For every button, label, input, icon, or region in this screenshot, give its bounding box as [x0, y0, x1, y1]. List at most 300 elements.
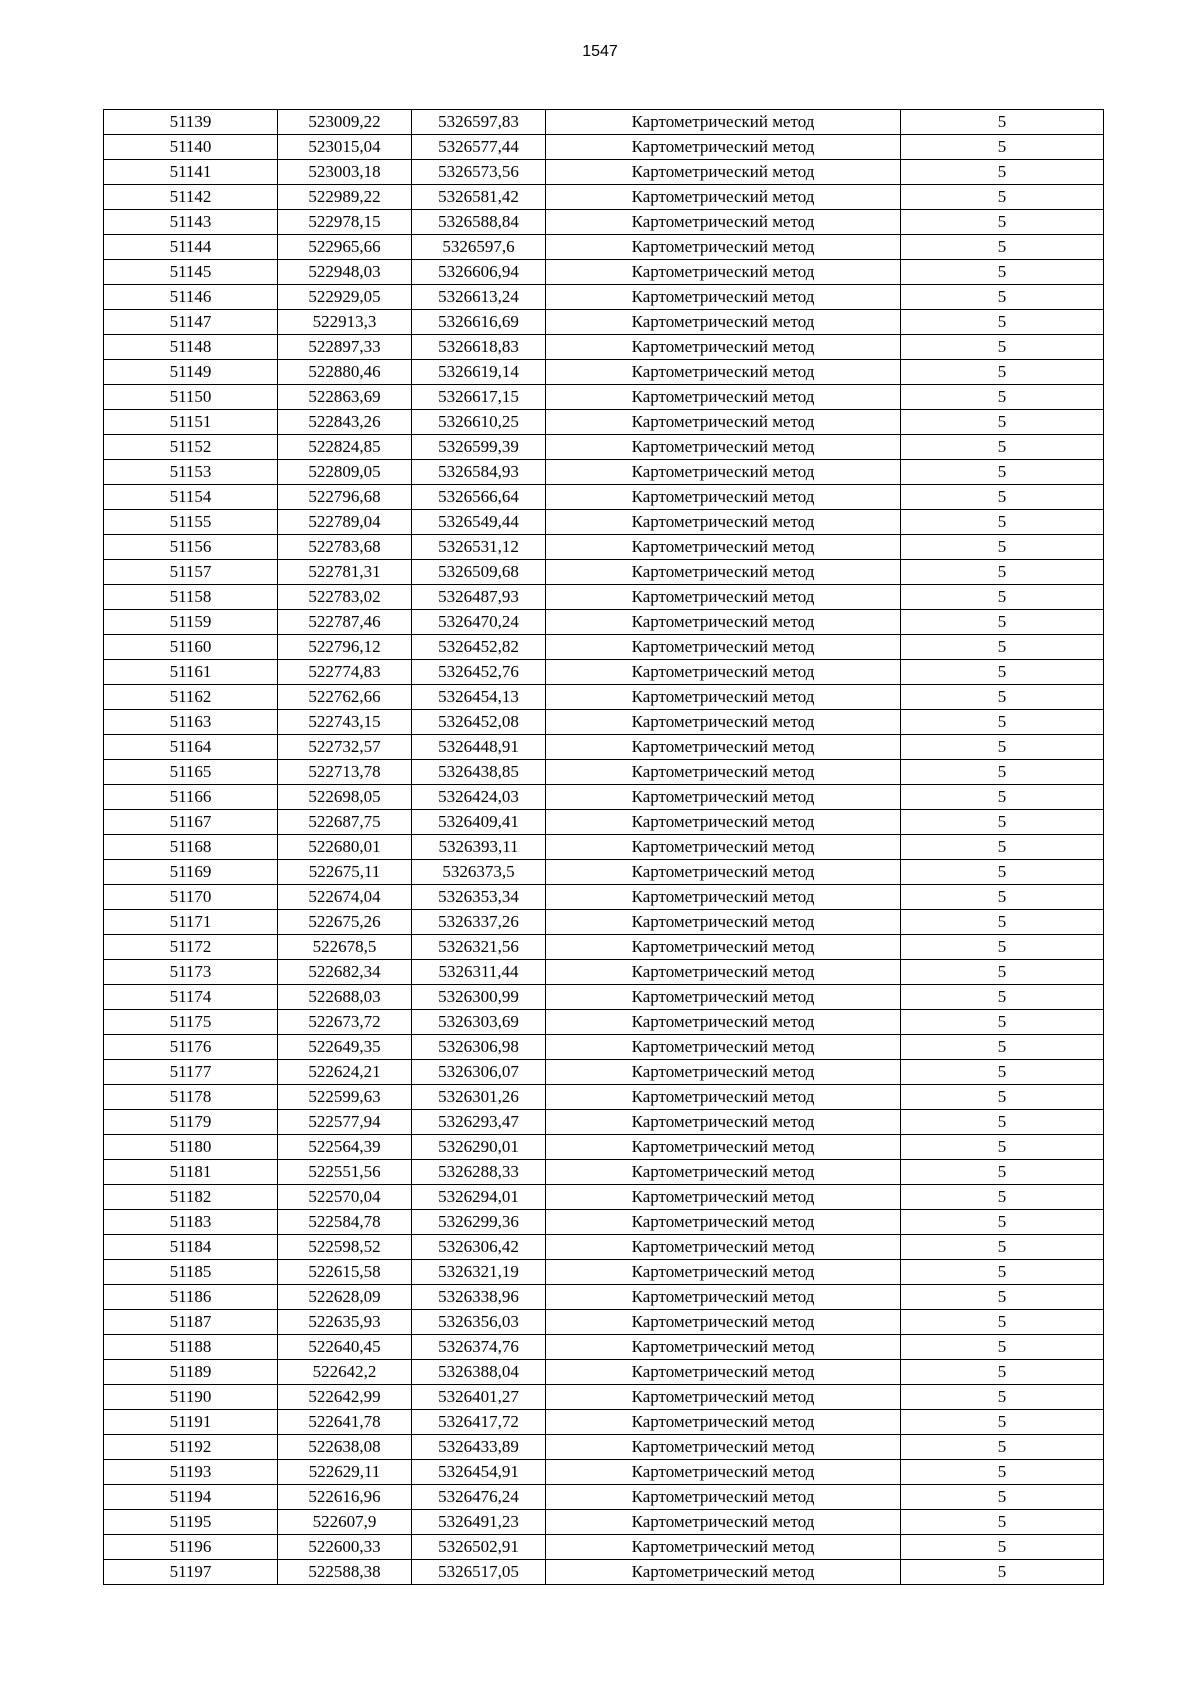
- x-coordinate-cell: 522913,3: [278, 310, 412, 335]
- table-row: [104, 1110, 1104, 1135]
- accuracy-cell: 5: [901, 485, 1104, 510]
- point-number-cell: 51178: [104, 1085, 278, 1110]
- y-coordinate-cell: 5326531,12: [412, 535, 546, 560]
- method-cell: Картометрический метод: [546, 1260, 901, 1285]
- table-row: [104, 1060, 1104, 1085]
- point-number-cell: 51189: [104, 1360, 278, 1385]
- x-coordinate-cell: 522551,56: [278, 1160, 412, 1185]
- point-number-cell: 51163: [104, 710, 278, 735]
- coordinates-table: [103, 109, 1104, 1585]
- x-coordinate-cell: 522843,26: [278, 410, 412, 435]
- accuracy-cell: 5: [901, 1335, 1104, 1360]
- y-coordinate-cell: 5326487,93: [412, 585, 546, 610]
- accuracy-cell: 5: [901, 310, 1104, 335]
- method-cell: Картометрический метод: [546, 560, 901, 585]
- accuracy-cell: 5: [901, 235, 1104, 260]
- table-row: [104, 185, 1104, 210]
- x-coordinate-cell: 522564,39: [278, 1135, 412, 1160]
- method-cell: Картометрический метод: [546, 1035, 901, 1060]
- y-coordinate-cell: 5326470,24: [412, 610, 546, 635]
- method-cell: Картометрический метод: [546, 710, 901, 735]
- method-cell: Картометрический метод: [546, 985, 901, 1010]
- x-coordinate-cell: 522615,58: [278, 1260, 412, 1285]
- y-coordinate-cell: 5326301,26: [412, 1085, 546, 1110]
- x-coordinate-cell: 522732,57: [278, 735, 412, 760]
- table-row: [104, 1485, 1104, 1510]
- method-cell: Картометрический метод: [546, 1410, 901, 1435]
- y-coordinate-cell: 5326476,24: [412, 1485, 546, 1510]
- x-coordinate-cell: 522673,72: [278, 1010, 412, 1035]
- y-coordinate-cell: 5326606,94: [412, 260, 546, 285]
- x-coordinate-cell: 522674,04: [278, 885, 412, 910]
- accuracy-cell: 5: [901, 385, 1104, 410]
- point-number-cell: 51147: [104, 310, 278, 335]
- y-coordinate-cell: 5326452,82: [412, 635, 546, 660]
- table-row: [104, 710, 1104, 735]
- x-coordinate-cell: 522642,99: [278, 1385, 412, 1410]
- point-number-cell: 51187: [104, 1310, 278, 1335]
- accuracy-cell: 5: [901, 685, 1104, 710]
- x-coordinate-cell: 522796,68: [278, 485, 412, 510]
- accuracy-cell: 5: [901, 1510, 1104, 1535]
- accuracy-cell: 5: [901, 435, 1104, 460]
- method-cell: Картометрический метод: [546, 1160, 901, 1185]
- y-coordinate-cell: 5326588,84: [412, 210, 546, 235]
- method-cell: Картометрический метод: [546, 485, 901, 510]
- table-row: [104, 935, 1104, 960]
- y-coordinate-cell: 5326321,56: [412, 935, 546, 960]
- accuracy-cell: 5: [901, 285, 1104, 310]
- x-coordinate-cell: 522600,33: [278, 1535, 412, 1560]
- y-coordinate-cell: 5326577,44: [412, 135, 546, 160]
- accuracy-cell: 5: [901, 710, 1104, 735]
- table-row: [104, 285, 1104, 310]
- accuracy-cell: 5: [901, 835, 1104, 860]
- accuracy-cell: 5: [901, 1535, 1104, 1560]
- point-number-cell: 51152: [104, 435, 278, 460]
- method-cell: Картометрический метод: [546, 1460, 901, 1485]
- accuracy-cell: 5: [901, 360, 1104, 385]
- accuracy-cell: 5: [901, 1060, 1104, 1085]
- method-cell: Картометрический метод: [546, 135, 901, 160]
- x-coordinate-cell: 522809,05: [278, 460, 412, 485]
- accuracy-cell: 5: [901, 135, 1104, 160]
- y-coordinate-cell: 5326388,04: [412, 1360, 546, 1385]
- table-row: [104, 860, 1104, 885]
- x-coordinate-cell: 522687,75: [278, 810, 412, 835]
- accuracy-cell: 5: [901, 1035, 1104, 1060]
- accuracy-cell: 5: [901, 335, 1104, 360]
- x-coordinate-cell: 522743,15: [278, 710, 412, 735]
- method-cell: Картометрический метод: [546, 535, 901, 560]
- x-coordinate-cell: 522570,04: [278, 1185, 412, 1210]
- y-coordinate-cell: 5326613,24: [412, 285, 546, 310]
- point-number-cell: 51149: [104, 360, 278, 385]
- table-row: [104, 1035, 1104, 1060]
- y-coordinate-cell: 5326549,44: [412, 510, 546, 535]
- method-cell: Картометрический метод: [546, 910, 901, 935]
- y-coordinate-cell: 5326337,26: [412, 910, 546, 935]
- accuracy-cell: 5: [901, 510, 1104, 535]
- method-cell: Картометрический метод: [546, 785, 901, 810]
- point-number-cell: 51173: [104, 960, 278, 985]
- y-coordinate-cell: 5326597,83: [412, 110, 546, 135]
- x-coordinate-cell: 522897,33: [278, 335, 412, 360]
- y-coordinate-cell: 5326433,89: [412, 1435, 546, 1460]
- point-number-cell: 51177: [104, 1060, 278, 1085]
- y-coordinate-cell: 5326303,69: [412, 1010, 546, 1035]
- x-coordinate-cell: 522989,22: [278, 185, 412, 210]
- y-coordinate-cell: 5326454,91: [412, 1460, 546, 1485]
- method-cell: Картометрический метод: [546, 1010, 901, 1035]
- method-cell: Картометрический метод: [546, 1560, 901, 1585]
- x-coordinate-cell: 522616,96: [278, 1485, 412, 1510]
- point-number-cell: 51180: [104, 1135, 278, 1160]
- y-coordinate-cell: 5326597,6: [412, 235, 546, 260]
- page-number: 1547: [582, 43, 618, 60]
- y-coordinate-cell: 5326573,56: [412, 160, 546, 185]
- accuracy-cell: 5: [901, 985, 1104, 1010]
- point-number-cell: 51140: [104, 135, 278, 160]
- method-cell: Картометрический метод: [546, 685, 901, 710]
- table-row: [104, 835, 1104, 860]
- point-number-cell: 51182: [104, 1185, 278, 1210]
- point-number-cell: 51168: [104, 835, 278, 860]
- method-cell: Картометрический метод: [546, 1485, 901, 1510]
- table-row: [104, 1135, 1104, 1160]
- y-coordinate-cell: 5326438,85: [412, 760, 546, 785]
- table-row: [104, 335, 1104, 360]
- x-coordinate-cell: 522624,21: [278, 1060, 412, 1085]
- x-coordinate-cell: 522781,31: [278, 560, 412, 585]
- x-coordinate-cell: 522796,12: [278, 635, 412, 660]
- table-row: [104, 1385, 1104, 1410]
- x-coordinate-cell: 522641,78: [278, 1410, 412, 1435]
- method-cell: Картометрический метод: [546, 1310, 901, 1335]
- method-cell: Картометрический метод: [546, 510, 901, 535]
- table-row: [104, 535, 1104, 560]
- point-number-cell: 51183: [104, 1210, 278, 1235]
- x-coordinate-cell: 522787,46: [278, 610, 412, 635]
- y-coordinate-cell: 5326401,27: [412, 1385, 546, 1410]
- table-row: [104, 1360, 1104, 1385]
- accuracy-cell: 5: [901, 1560, 1104, 1585]
- accuracy-cell: 5: [901, 1160, 1104, 1185]
- point-number-cell: 51144: [104, 235, 278, 260]
- point-number-cell: 51188: [104, 1335, 278, 1360]
- accuracy-cell: 5: [901, 610, 1104, 635]
- table-row: [104, 1535, 1104, 1560]
- x-coordinate-cell: 522824,85: [278, 435, 412, 460]
- x-coordinate-cell: 522789,04: [278, 510, 412, 535]
- x-coordinate-cell: 522635,93: [278, 1310, 412, 1335]
- method-cell: Картометрический метод: [546, 260, 901, 285]
- y-coordinate-cell: 5326452,08: [412, 710, 546, 735]
- accuracy-cell: 5: [901, 210, 1104, 235]
- y-coordinate-cell: 5326311,44: [412, 960, 546, 985]
- accuracy-cell: 5: [901, 1235, 1104, 1260]
- accuracy-cell: 5: [901, 560, 1104, 585]
- method-cell: Картометрический метод: [546, 610, 901, 635]
- accuracy-cell: 5: [901, 1210, 1104, 1235]
- y-coordinate-cell: 5326373,5: [412, 860, 546, 885]
- point-number-cell: 51154: [104, 485, 278, 510]
- point-number-cell: 51146: [104, 285, 278, 310]
- point-number-cell: 51197: [104, 1560, 278, 1585]
- point-number-cell: 51142: [104, 185, 278, 210]
- x-coordinate-cell: 522678,5: [278, 935, 412, 960]
- method-cell: Картометрический метод: [546, 1135, 901, 1160]
- accuracy-cell: 5: [901, 535, 1104, 560]
- point-number-cell: 51143: [104, 210, 278, 235]
- point-number-cell: 51169: [104, 860, 278, 885]
- y-coordinate-cell: 5326454,13: [412, 685, 546, 710]
- method-cell: Картометрический метод: [546, 1235, 901, 1260]
- point-number-cell: 51194: [104, 1485, 278, 1510]
- point-number-cell: 51185: [104, 1260, 278, 1285]
- x-coordinate-cell: 522675,26: [278, 910, 412, 935]
- table-row: [104, 360, 1104, 385]
- accuracy-cell: 5: [901, 1110, 1104, 1135]
- y-coordinate-cell: 5326424,03: [412, 785, 546, 810]
- x-coordinate-cell: 523003,18: [278, 160, 412, 185]
- point-number-cell: 51145: [104, 260, 278, 285]
- accuracy-cell: 5: [901, 410, 1104, 435]
- method-cell: Картометрический метод: [546, 1510, 901, 1535]
- x-coordinate-cell: 522628,09: [278, 1285, 412, 1310]
- point-number-cell: 51158: [104, 585, 278, 610]
- x-coordinate-cell: 522783,02: [278, 585, 412, 610]
- x-coordinate-cell: 523009,22: [278, 110, 412, 135]
- table-row: [104, 135, 1104, 160]
- point-number-cell: 51150: [104, 385, 278, 410]
- coordinates-table-body: [104, 110, 1104, 1585]
- accuracy-cell: 5: [901, 660, 1104, 685]
- y-coordinate-cell: 5326619,14: [412, 360, 546, 385]
- table-row: [104, 410, 1104, 435]
- x-coordinate-cell: 522682,34: [278, 960, 412, 985]
- method-cell: Картометрический метод: [546, 1535, 901, 1560]
- point-number-cell: 51174: [104, 985, 278, 1010]
- y-coordinate-cell: 5326581,42: [412, 185, 546, 210]
- table-row: [104, 685, 1104, 710]
- accuracy-cell: 5: [901, 160, 1104, 185]
- point-number-cell: 51161: [104, 660, 278, 685]
- point-number-cell: 51159: [104, 610, 278, 635]
- point-number-cell: 51160: [104, 635, 278, 660]
- point-number-cell: 51190: [104, 1385, 278, 1410]
- x-coordinate-cell: 522640,45: [278, 1335, 412, 1360]
- x-coordinate-cell: 522598,52: [278, 1235, 412, 1260]
- accuracy-cell: 5: [901, 1435, 1104, 1460]
- point-number-cell: 51162: [104, 685, 278, 710]
- y-coordinate-cell: 5326452,76: [412, 660, 546, 685]
- table-row: [104, 1010, 1104, 1035]
- method-cell: Картометрический метод: [546, 1210, 901, 1235]
- table-row: [104, 1185, 1104, 1210]
- accuracy-cell: 5: [901, 935, 1104, 960]
- y-coordinate-cell: 5326306,07: [412, 1060, 546, 1085]
- x-coordinate-cell: 522774,83: [278, 660, 412, 685]
- y-coordinate-cell: 5326610,25: [412, 410, 546, 435]
- accuracy-cell: 5: [901, 960, 1104, 985]
- point-number-cell: 51171: [104, 910, 278, 935]
- y-coordinate-cell: 5326448,91: [412, 735, 546, 760]
- y-coordinate-cell: 5326300,99: [412, 985, 546, 1010]
- accuracy-cell: 5: [901, 1285, 1104, 1310]
- y-coordinate-cell: 5326517,05: [412, 1560, 546, 1585]
- method-cell: Картометрический метод: [546, 335, 901, 360]
- y-coordinate-cell: 5326566,64: [412, 485, 546, 510]
- method-cell: Картометрический метод: [546, 860, 901, 885]
- table-row: [104, 310, 1104, 335]
- table-row: [104, 910, 1104, 935]
- method-cell: Картометрический метод: [546, 185, 901, 210]
- y-coordinate-cell: 5326290,01: [412, 1135, 546, 1160]
- method-cell: Картометрический метод: [546, 285, 901, 310]
- point-number-cell: 51176: [104, 1035, 278, 1060]
- x-coordinate-cell: 522588,38: [278, 1560, 412, 1585]
- table-row: [104, 960, 1104, 985]
- table-row: [104, 885, 1104, 910]
- method-cell: Картометрический метод: [546, 935, 901, 960]
- table-row: [104, 1510, 1104, 1535]
- point-number-cell: 51191: [104, 1410, 278, 1435]
- table-row: [104, 1310, 1104, 1335]
- accuracy-cell: 5: [901, 910, 1104, 935]
- method-cell: Картометрический метод: [546, 885, 901, 910]
- table-row: [104, 560, 1104, 585]
- point-number-cell: 51192: [104, 1435, 278, 1460]
- table-row: [104, 435, 1104, 460]
- method-cell: Картометрический метод: [546, 1360, 901, 1385]
- y-coordinate-cell: 5326491,23: [412, 1510, 546, 1535]
- method-cell: Картометрический метод: [546, 385, 901, 410]
- y-coordinate-cell: 5326306,42: [412, 1235, 546, 1260]
- method-cell: Картометрический метод: [546, 1435, 901, 1460]
- method-cell: Картометрический метод: [546, 1385, 901, 1410]
- x-coordinate-cell: 522713,78: [278, 760, 412, 785]
- point-number-cell: 51167: [104, 810, 278, 835]
- accuracy-cell: 5: [901, 860, 1104, 885]
- method-cell: Картометрический метод: [546, 1060, 901, 1085]
- x-coordinate-cell: 522783,68: [278, 535, 412, 560]
- method-cell: Картометрический метод: [546, 410, 901, 435]
- table-row: [104, 660, 1104, 685]
- point-number-cell: 51186: [104, 1285, 278, 1310]
- method-cell: Картометрический метод: [546, 660, 901, 685]
- method-cell: Картометрический метод: [546, 1110, 901, 1135]
- method-cell: Картометрический метод: [546, 585, 901, 610]
- point-number-cell: 51141: [104, 160, 278, 185]
- accuracy-cell: 5: [901, 635, 1104, 660]
- y-coordinate-cell: 5326617,15: [412, 385, 546, 410]
- accuracy-cell: 5: [901, 1460, 1104, 1485]
- accuracy-cell: 5: [901, 1360, 1104, 1385]
- accuracy-cell: 5: [901, 1135, 1104, 1160]
- point-number-cell: 51196: [104, 1535, 278, 1560]
- table-row: [104, 635, 1104, 660]
- point-number-cell: 51184: [104, 1235, 278, 1260]
- method-cell: Картометрический метод: [546, 1335, 901, 1360]
- accuracy-cell: 5: [901, 585, 1104, 610]
- table-row: [104, 510, 1104, 535]
- y-coordinate-cell: 5326409,41: [412, 810, 546, 835]
- method-cell: Картометрический метод: [546, 160, 901, 185]
- point-number-cell: 51148: [104, 335, 278, 360]
- method-cell: Картометрический метод: [546, 435, 901, 460]
- point-number-cell: 51165: [104, 760, 278, 785]
- y-coordinate-cell: 5326616,69: [412, 310, 546, 335]
- y-coordinate-cell: 5326509,68: [412, 560, 546, 585]
- x-coordinate-cell: 522584,78: [278, 1210, 412, 1235]
- y-coordinate-cell: 5326321,19: [412, 1260, 546, 1285]
- method-cell: Картометрический метод: [546, 1185, 901, 1210]
- point-number-cell: 51157: [104, 560, 278, 585]
- table-row: [104, 1085, 1104, 1110]
- y-coordinate-cell: 5326417,72: [412, 1410, 546, 1435]
- method-cell: Картометрический метод: [546, 835, 901, 860]
- x-coordinate-cell: 522649,35: [278, 1035, 412, 1060]
- point-number-cell: 51164: [104, 735, 278, 760]
- accuracy-cell: 5: [901, 760, 1104, 785]
- table-row: [104, 1410, 1104, 1435]
- x-coordinate-cell: 522929,05: [278, 285, 412, 310]
- point-number-cell: 51175: [104, 1010, 278, 1035]
- method-cell: Картометрический метод: [546, 235, 901, 260]
- y-coordinate-cell: 5326288,33: [412, 1160, 546, 1185]
- method-cell: Картометрический метод: [546, 210, 901, 235]
- method-cell: Картометрический метод: [546, 110, 901, 135]
- y-coordinate-cell: 5326293,47: [412, 1110, 546, 1135]
- method-cell: Картометрический метод: [546, 360, 901, 385]
- accuracy-cell: 5: [901, 885, 1104, 910]
- point-number-cell: 51156: [104, 535, 278, 560]
- x-coordinate-cell: 522638,08: [278, 1435, 412, 1460]
- table-row: [104, 1210, 1104, 1235]
- y-coordinate-cell: 5326584,93: [412, 460, 546, 485]
- method-cell: Картометрический метод: [546, 1285, 901, 1310]
- accuracy-cell: 5: [901, 1260, 1104, 1285]
- method-cell: Картометрический метод: [546, 460, 901, 485]
- x-coordinate-cell: 522863,69: [278, 385, 412, 410]
- point-number-cell: 51166: [104, 785, 278, 810]
- x-coordinate-cell: 522698,05: [278, 785, 412, 810]
- table-row: [104, 735, 1104, 760]
- table-row: [104, 760, 1104, 785]
- accuracy-cell: 5: [901, 1410, 1104, 1435]
- y-coordinate-cell: 5326356,03: [412, 1310, 546, 1335]
- table-row: [104, 160, 1104, 185]
- table-row: [104, 1460, 1104, 1485]
- accuracy-cell: 5: [901, 735, 1104, 760]
- y-coordinate-cell: 5326599,39: [412, 435, 546, 460]
- table-row: [104, 585, 1104, 610]
- table-row: [104, 235, 1104, 260]
- table-row: [104, 110, 1104, 135]
- x-coordinate-cell: 522629,11: [278, 1460, 412, 1485]
- method-cell: Картометрический метод: [546, 810, 901, 835]
- point-number-cell: 51193: [104, 1460, 278, 1485]
- table-row: [104, 485, 1104, 510]
- accuracy-cell: 5: [901, 1010, 1104, 1035]
- x-coordinate-cell: 522675,11: [278, 860, 412, 885]
- point-number-cell: 51195: [104, 1510, 278, 1535]
- x-coordinate-cell: 522880,46: [278, 360, 412, 385]
- table-row: [104, 1285, 1104, 1310]
- point-number-cell: 51155: [104, 510, 278, 535]
- table-row: [104, 1560, 1104, 1585]
